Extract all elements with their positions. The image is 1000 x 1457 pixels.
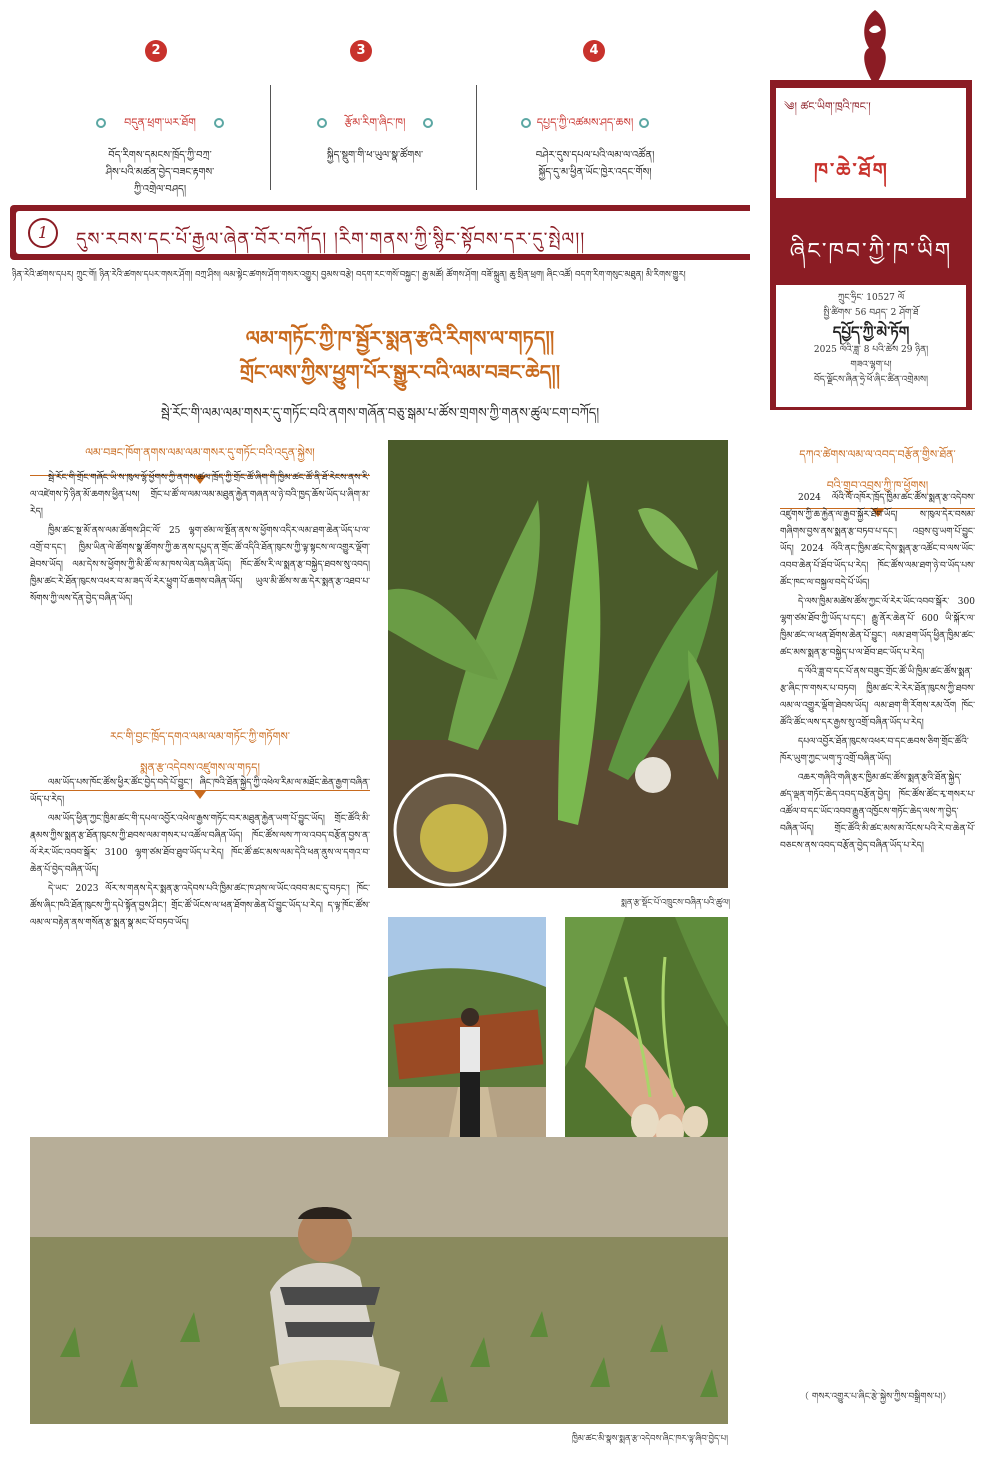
issue-serial: སྤྱི་ཚིགས་ 56 བཤད་ 2 ཤོག་ཐོ bbox=[823, 308, 919, 318]
newspaper-nameplate bbox=[770, 80, 972, 410]
nameplate-paper bbox=[776, 88, 966, 198]
paragraph: 2024 ལོའི་ལོ་འཁོར་ཁྲོད་ཁྱིམ་ཚང་ཚོས་སྨན་རྩ་འདེབས་འཛུགས་ཀྱི་ཆ་རྐྱེན་ལ་རྒྱབ་སྐྱོར་ཐོབ་ཡོད། ས་ཁུལ་དེར་བསམ་གཞིགས་བྱས་ནས་སྨན་རྩ་བཏབ་པ་དང་། འབྲས་བུ་ཡག་པོ་བྱུང་ཡོད། 2024 ལོའི་ནང་ཁྱིམ་ཚང་དེས་སྨན་རྩ་འཚོང་བ་ལས་ཡོང་འབབ་ཆེན་པོ་ཐོབ་ཡོད་པ་རེད། ཁོང་ཚོས་ལམ་ཐག་ཉེ་བ་ཡོད་པས་ཚོང་ཁང་ལ་བསྐྱལ་བདེ་པོ་ཡོད། bbox=[780, 493, 975, 588]
column-divider bbox=[476, 85, 477, 190]
paragraph: ལམ་ཡོད་ཕྱིན་ཀྱང་ཁྱིམ་ཚང་གི་དཔལ་འབྱོར་འཕེལ་རྒྱས་གཏོང་བར་མཐུན་རྐྱེན་ཡག་པོ་བྱུང་ཡོད། གྲོང་ཚོའི་མི་རྣམས་ཀྱིས་སྨན་རྩ་ཐོན་ཁུངས་ཀྱི་ཐབས་ལམ་གསར་པ་འཚོལ་བཞིན་ཡོད། ཁོང་ཚོས་ལས་ཀ་ལ་འབད་བརྩོན་བྱས་ན་ལོ་རེར་ཡོང་འབབ་སྒོར་ 3100 ལྷག་ཙམ་ཐོབ་ཐུབ་ཡོད་པ་རེད། ཁོང་ཚོ་ཚང་མས་ལམ་དེའི་ཕན་ནུས་ལ་དགའ་བ་ཆེན་པོ་བྱེད་བཞིན་ཡོད། bbox=[30, 814, 370, 875]
col1-heading-text: བདུན་ཕྲག་ཡར་ཐོག bbox=[124, 116, 196, 129]
col2-summary-line: སྐྱིད་སྡུག་གི་ཕ་ཡུལ་སྣ་ཚོགས་ bbox=[326, 150, 424, 161]
col1-summary-line: བོད་རིགས་དམངས་ཁྲོད་ཀྱི་བཀྲ་ bbox=[108, 150, 212, 161]
col3-summary bbox=[495, 147, 695, 181]
paragraph: འཆར་གཞིའི་གཞི་རྩར་ཁྱིམ་ཚང་ཚོས་སྨན་རྩའི་ཐོན་སྐྱེད་ཚད་ལྡན་གཏོང་ཆེད་འབད་བརྩོན་བྱེད། ཁོང་ཚོས་ཚོང་རྭ་གསར་པ་འཚོལ་བ་དང་ཡོང་འབབ་རྒྱུན་འཁྱོངས་གཏོང་ཆེད་ལས་ཀ་བྱེད་བཞིན་ཡོད། གྲོང་ཚོའི་མི་ཚང་མས་མ་འོངས་པའི་རེ་བ་ཆེན་པོ་བཅངས་ནས་འབད་བརྩོན་བྱེད་བཞིན་ཡོད་པ་རེད། bbox=[780, 773, 975, 851]
paragraph: དེ་ལས་ཁྱིམ་མཚེས་ཚོས་ཀྱང་ལོ་རེར་ཡོང་འབབ་སྒོར་ 300 ལྷག་ཙམ་ཐོབ་ཀྱི་ཡོད་པ་དང་། རྒྱུ་ནོར་ཆེན་པོ་ 600 ཡི་སྐོར་ལ་ཁྱིམ་ཚང་ལ་ཕན་ཐོགས་ཆེན་པོ་བྱུང་། ལམ་ཐག་ཡོད་ཕྱིན་ཁྱིམ་ཚང་ཚང་མས་སྨན་རྩ་བསྐྱེད་པ་ལ་ཐོབ་ཐང་ཡོད་པ་རེད། bbox=[780, 597, 975, 658]
col3-summary-line: བཤེར་དུས་དཔལ་པའི་ལམ་ལ་འཚོན། bbox=[535, 150, 655, 161]
section-index-line[interactable]: ཉིན་རེའི་ཚགས་དཔར། ཀྲུང་གོ། ཉིན་རེའི་ཚགས་དཔར་གསར་ཤོག། བཀྲ་ཤིས། ལམ་སྟེང་ཚགས་ཤོག་གསར་འགྱུར། བྱམས་བརྩེ། བདག་རང་གསོ་བསྐྱང་། རྒྱ་མཚོ། ཚོགས་ཤོག། བཟོ་སྐྲུན། ཆུ་སྲིན་ཕྲག། ཞིང་འཚོ། བདག་རིག་གསུང་མཐུན། མི་རིགས་གྱུར། bbox=[12, 270, 686, 280]
nameplate-small-text: ༄། ཚང་ཡིག་ཁྲའི་ཁང་། bbox=[784, 100, 871, 113]
photo-caption: སྨན་རྩ་སྡོང་པོ་འཁྲུངས་བཞིན་པའི་ཚུལ། bbox=[621, 898, 730, 908]
article-body-part-3 bbox=[780, 490, 975, 1385]
paragraph: ཁྱིམ་ཚང་སྔ་མོ་ནས་ལམ་ཚོགས་ཤིང་ལོ་ 25 ལྷག་ཙམ་ལ་སྔོན་ནས་ས་ཕྱོགས་འདིར་ལམ་ཐག་ཆེན་ཡོད་པ་ལ་འགྲོ་བ་དང་། ཁྱིམ་ཡིན་ལེ་ཚོགས་སྣ་ཚོགས་ཀྱི་ཆ་ནས་དཔྱད་ན་གྲོང་ཚོ་འདིའི་ཐོན་ཁུངས་ཀྱི་ལྟ་སྟངས་ལ་འགྱུར་ལྡོག་ཐེབས་ཡོད། ལམ་དེས་ས་ཕྱོགས་ཀྱི་མི་ཚོ་ལ་མ་ཁས་ལེན་བཞིན་ཡོད། ཁོང་ཚོས་རི་ལ་སྨན་རྩ་བསྐྱེད་ཐབས་སུ་འབད། ཁྱིམ་ཚང་རེ་ཐོན་ཁུངས་འཕར་བ་མ་ཟད་ལོ་རེར་ཕྱུག་པོ་ཆགས་བཞིན་ཡོད། ཡུལ་མི་ཚོས་ས་ཆ་དེར་སྨན་རྩ་འཐབ་པ་སོགས་ཀྱི་ལས་དོན་བྱེད་བཞིན་ཡོད། bbox=[30, 526, 370, 604]
flower-ornament-icon bbox=[639, 118, 649, 128]
photo-caption: ཁྱིམ་ཚང་མི་སྣས་སྨན་རྩ་འདེབས་ཞིང་ཁར་ལྟ་ཞིབ་བྱེད་པ། bbox=[571, 1434, 728, 1444]
issue-date: 2025 ལོའི་ཟླ་ 8 པའི་ཚེས 29 ཉིན། bbox=[813, 345, 929, 355]
issue-weekday: གཟའ་ལྷག་པ། bbox=[850, 360, 892, 370]
col1-heading[interactable] bbox=[75, 110, 245, 141]
page-number-4-badge: 4 bbox=[583, 40, 605, 62]
paragraph: ལམ་ཡོད་པས་ཁོང་ཚོས་ཕྱིར་ཚོང་བྱེད་བདེ་པོ་བྱུང་། ཞིང་ཁའི་ཐོན་སྐྱེད་ཀྱི་འཕེལ་རིམ་ལ་མཐོང་ཆེན་རྒྱག་བཞིན་ཡོད་པ་རེད། bbox=[30, 778, 370, 805]
section-title-text: སྨན་རྩ་འདེབས་འཛུགས་ལ་གཏད། bbox=[140, 761, 260, 774]
col2-heading[interactable] bbox=[290, 110, 460, 141]
banner-slogan: དུས་རབས་དང་པོ་རྒྱལ་ཞེན་བོར་བཀོད། །རིག་གནས་ཀྱི་སྙིང་སྟོབས་དར་དུ་སྤེལ།། bbox=[76, 229, 586, 250]
section-title-text: ལམ་བཟང་ཁོག་ནགས་ལམ་ལམ་གསར་དུ་གཏོང་བའི་འདུན་སྐྱེས། bbox=[85, 446, 315, 459]
flower-ornament-icon bbox=[423, 118, 433, 128]
col3-heading[interactable] bbox=[505, 110, 665, 141]
banner-inner bbox=[16, 211, 750, 254]
col3-heading-text: དཔྱད་ཀྱི་འཚམས་ཤད་ཆས། bbox=[536, 116, 634, 129]
flower-ornament-icon bbox=[521, 118, 531, 128]
paragraph: སྦེ་རོང་གི་གྲོང་གཞོང་ཡི་ས་ཁུལ་ལྷོ་ཕྱོགས་ཀྱི་ནགས་ཚལ་ཁྲོད་ཀྱི་གྲོང་ཚོ་ཞིག་གི་ཁྱིམ་ཚང་ཚོ་ནི་ཐོ་རེངས་ནས་རི་ལ་འཛེགས་ཏེ་ཉིན་མོ་ཆགས་ཕྱིན་པས། གྲོང་པ་ཚོ་ལ་ལམ་ལམ་མཐུན་རྐྱེན་གཞན་ལ་ཉེ་བའི་ཁྱད་ཆོས་ཡོད་པ་ཞིག་མ་རེད། bbox=[30, 473, 370, 517]
column-divider bbox=[270, 85, 271, 190]
issue-number: ཀྲུང་ཧྲིང་ 10527 ལོ bbox=[837, 293, 905, 303]
nameplate-title: ཞིང་ཁབ་ཀྱི་ཁ་ཡིག bbox=[789, 239, 953, 264]
top-banner bbox=[10, 205, 750, 260]
flower-ornament-icon bbox=[96, 118, 106, 128]
page-number-2-badge: 2 bbox=[145, 40, 167, 62]
col2-summary bbox=[285, 147, 465, 164]
issue-publisher: བོད་ལྗོངས་ཞིན་ཧྲེ་ཕོ་ཞིང་ཚིན་འགྲེམས། bbox=[813, 375, 928, 385]
article-body-part-1 bbox=[30, 470, 370, 722]
section-name: དཔྱོད་ཀྱི་མེ་ཏོག bbox=[832, 323, 910, 341]
paper-emblem-icon bbox=[855, 8, 895, 88]
section-title-text: དཀའ་ཚེགས་ལམ་ལ་འབད་བརྩོན་གྱིས་ཐོན་ bbox=[799, 448, 956, 461]
paragraph: དཔལ་འབྱོར་ཐོན་ཁུངས་འཕར་བ་དང་ཆབས་ཅིག་གྲོང་ཚོའི་ཁོར་ཡུག་ཀྱང་ཡག་ཏུ་འགྲོ་བཞིན་ཡོད། bbox=[780, 737, 969, 764]
page-number-3-badge: 3 bbox=[350, 40, 372, 62]
flower-ornament-icon bbox=[214, 118, 224, 128]
headline-line-1: ལམ་གཏོང་ཀྱི་ཁ་སྦྱོར་སྨན་རྩའི་རིགས་ལ་གཏད།། bbox=[245, 326, 555, 350]
col3-summary-line: སྐྱོད་དུ་མ་ཕྱིན་ཡོང་ཁྱེར་འདང་གོས། bbox=[538, 167, 652, 178]
issue-info bbox=[776, 285, 966, 407]
col1-summary-line: ཤིས་པའི་མཚན་བྱེད་བཟང་རྟགས་ bbox=[105, 167, 215, 178]
section-title-text: བའི་གྲུབ་འབྲས་ཀྱི་ཁ་ཕྱོགས། bbox=[826, 479, 929, 492]
headline-line-2: གྲོང་ལས་ཀྱིས་ཕྱུག་པོར་སྒྱུར་བའི་ལམ་བཟང་ཆེད།། bbox=[239, 360, 561, 384]
headline-subtitle: སྦེ་རོང་གི་ལམ་ལམ་གསར་དུ་གཏོང་བའི་ནགས་གཞོན་བཅུ་སྒམ་པ་ཚོས་གྲགས་ཀྱི་གནས་ཚུལ་ངག་བཀོད། bbox=[160, 406, 600, 421]
col1-summary bbox=[70, 147, 250, 198]
nameplate-calligraphy: ཁ་ཆེ་ཐོག bbox=[814, 158, 889, 182]
banner-page-number: 1 bbox=[28, 218, 58, 248]
field-photo bbox=[30, 1137, 728, 1424]
field-photo-image bbox=[30, 1137, 728, 1424]
section-title-text: རང་གི་བྱང་ཁྲོད་དགའ་ལམ་ལམ་གཏོང་ཀྱི་གཏོགས་ bbox=[109, 730, 291, 743]
col1-summary-line: ཀྱི་འགྲེལ་བཤད། bbox=[133, 184, 187, 195]
plant-photo-image bbox=[388, 440, 728, 888]
paragraph: དེ་ཡང་ 2023 ལོར་ས་གནས་དེར་སྨན་རྩ་འདེབས་པའི་ཁྱིམ་ཚང་ཁ་ཤས་ལ་ཡོང་འབབ་མང་དུ་བཏང་། ཁོང་ཚོས་ཞིང་ཁའི་ཐོན་ཁུངས་ཀྱི་དཔེ་སྟོན་བྱས་ཤིང་། གྲོང་ཚོ་ཡོངས་ལ་ཕན་ཐོགས་ཆེན་པོ་བྱུང་ཡོད་པ་རེད། ད་ལྟ་ཁོང་ཚོས་ལམ་ལ་བརྟེན་ནས་གསོན་རྩ་སྨན་སྣ་མང་པོ་བཏབ་ཡོད། bbox=[30, 884, 370, 928]
paragraph: ད་ལོའི་ཟླ་བ་དང་པོ་ནས་བཟུང་གྲོང་ཚོ་ཡི་ཁྱིམ་ཚང་ཚོས་སྨན་རྩ་ཞིང་ཁ་གསར་པ་བཏབ། ཁྱིམ་ཚང་རེ་རེར་ཐོན་ཁུངས་ཀྱི་ཐབས་ལམ་ལ་འགྱུར་ལྡོག་ཐེབས་ཡོད། ལམ་ཐག་གི་རོགས་རམ་འོག ཁོང་ཚོའི་ཚོང་ལས་དར་རྒྱས་སུ་འགྲོ་བཞིན་ཡོད་པ་རེད། bbox=[780, 667, 975, 728]
flower-ornament-icon bbox=[317, 118, 327, 128]
plant-photo bbox=[388, 440, 728, 888]
article-byline: （ གསར་འགྱུར་པ་ཞིང་རྩེ་སྐྱེས་ཀྱིས་བསྒྲིགས་པ།） bbox=[800, 1392, 952, 1402]
col2-heading-text: རྩོམ་རིག་ཞིང་ཁ། bbox=[344, 116, 406, 129]
